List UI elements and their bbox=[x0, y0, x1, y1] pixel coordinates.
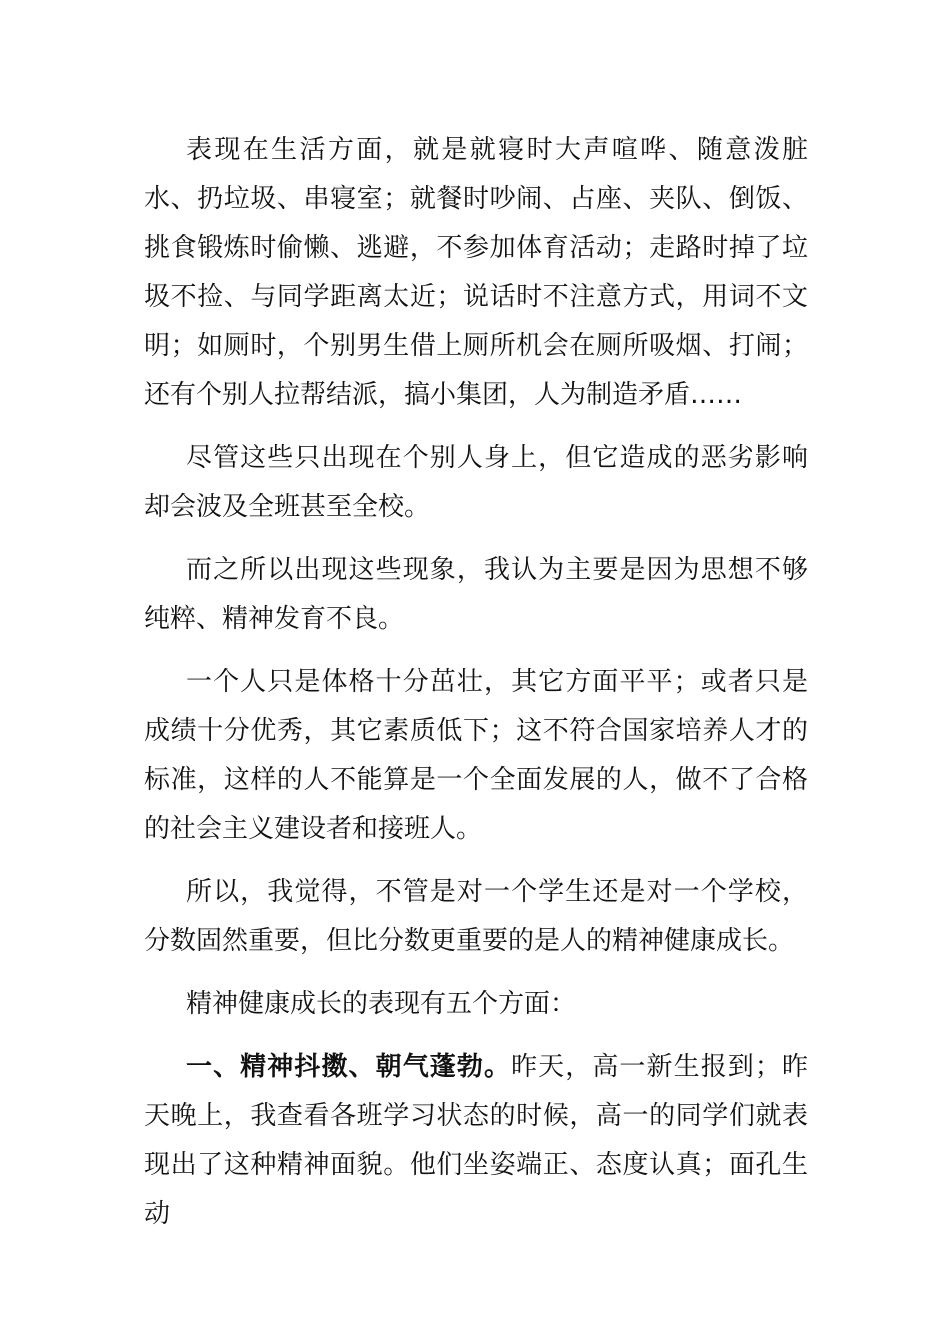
paragraph-cause bbox=[144, 546, 808, 644]
paragraph-life-behavior bbox=[144, 126, 808, 420]
paragraph-conclusion bbox=[144, 868, 808, 966]
paragraph-text: 所以，我觉得，不管是对一个学生还是对一个学校，分数固然重要，但比分数更重要的是人的精神健康成长。 bbox=[144, 877, 808, 956]
paragraph-aspect-one bbox=[144, 1043, 808, 1239]
paragraph-five-aspects bbox=[144, 980, 808, 1029]
paragraph-text: 尽管这些只出现在个别人身上，但它造成的恶劣影响却会波及全班甚至全校。 bbox=[144, 443, 808, 522]
paragraph-text: 而之所以出现这些现象，我认为主要是因为思想不够纯粹、精神发育不良。 bbox=[144, 555, 808, 634]
document-page bbox=[144, 126, 808, 1253]
paragraph-text: 昨天，高一新生报到；昨天晚上，我查看各班学习状态的时候，高一的同学们就表现出了这种精神面貌。他们坐姿端正、态度认真；面孔生动 bbox=[144, 1052, 808, 1229]
paragraph-standard bbox=[144, 658, 808, 854]
paragraph-text: 表现在生活方面，就是就寝时大声喧哗、随意泼脏水、扔垃圾、串寝室；就餐时吵闹、占座、夹队、倒饭、挑食锻炼时偷懒、逃避，不参加体育活动；走路时掉了垃圾不捡、与同学距离太近；说话时不注意方式，用词不文明；如厕时，个别男生借上厕所机会在厕所吸烟、打闹；还有个别人拉帮结派，搞小集团，人为制造矛盾…… bbox=[144, 135, 808, 410]
aspect-heading: 一、精神抖擞、朝气蓬勃。 bbox=[186, 1052, 512, 1082]
paragraph-text: 精神健康成长的表现有五个方面： bbox=[186, 989, 577, 1019]
paragraph-impact bbox=[144, 434, 808, 532]
paragraph-text: 一个人只是体格十分茁壮，其它方面平平；或者只是成绩十分优秀，其它素质低下；这不符合国家培养人才的标准，这样的人不能算是一个全面发展的人，做不了合格的社会主义建设者和接班人。 bbox=[144, 667, 808, 844]
